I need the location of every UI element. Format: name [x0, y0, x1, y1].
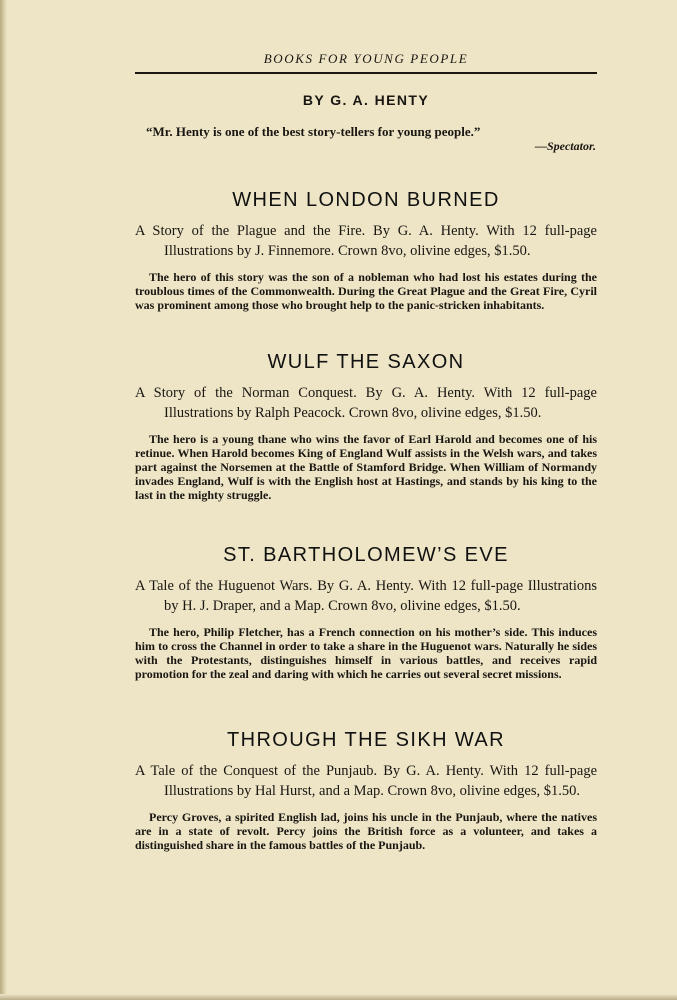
author-heading: BY G. A. HENTY [302, 92, 430, 108]
book-title: THROUGH THE SIKH WAR [226, 729, 505, 751]
book-description: A Story of the Norman Conquest. By G. A. Henty. With 12 full-page Illustrations by Ralph Peacock. Crown 8vo, olivine edges, $1.50. [135, 385, 597, 421]
header-rule [135, 72, 597, 74]
book-description: A Tale of the Conquest of the Punjaub. By G. A. Henty. With 12 full-page Illustrations by Hal Hurst, and a Map. Crown 8vo, olivine edges, $1.50. [135, 763, 597, 799]
book-title: WHEN LONDON BURNED [232, 189, 500, 211]
book-summary: The hero, Philip Fletcher, has a French connection on his mother’s side. This induces him to cross the Channel in order to take a share in the Huguenot wars. Naturally he sides with the Protestants, distinguishes himself in various battles, and receives rapid promotion for the zeal and daring with which he carries out several secret missions. [135, 625, 597, 681]
book-description: A Story of the Plague and the Fire. By G. A. Henty. With 12 full-page Illustrations by J. Finnemore. Crown 8vo, olivine edges, $1.50. [135, 223, 597, 259]
review-quote: “Mr. Henty is one of the best story-tellers for young people.” [146, 124, 481, 139]
quote-source: —Spectator. [534, 139, 596, 153]
running-head: BOOKS FOR YOUNG PEOPLE [263, 51, 469, 66]
book-title: ST. BARTHOLOMEW’S EVE [223, 544, 509, 566]
book-summary: The hero of this story was the son of a nobleman who had lost his estates during the troublous times of the Commonwealth. During the Great Plague and the Great Fire, Cyril was prominent among those who brought help to the panic-stricken inhabitants. [135, 270, 597, 312]
book-entry-when-london-burned [135, 188, 597, 312]
book-summary: The hero is a young thane who wins the favor of Earl Harold and becomes one of his retinue. When Harold becomes King of England Wulf assists in the Welsh wars, and takes part against the Norsemen at the Battle of Stamford Bridge. When William of Normandy invades England, Wulf is with the English host at Hastings, and stands by his king to the last in the mighty struggle. [135, 432, 597, 502]
book-entry-wulf-the-saxon [135, 350, 597, 502]
book-description: A Tale of the Huguenot Wars. By G. A. Henty. With 12 full-page Illustrations by H. J. Draper, and a Map. Crown 8vo, olivine edges, $1.50. [135, 578, 597, 614]
book-entry-st-bartholomews-eve [135, 543, 597, 681]
book-summary: Percy Groves, a spirited English lad, joins his uncle in the Punjaub, where the natives are in a state of revolt. Percy joins the British force as a volunteer, and takes a distinguished share in the famous battles of the Punjaub. [135, 810, 597, 852]
book-entry-through-the-sikh-war [135, 728, 597, 852]
book-title: WULF THE SAXON [267, 351, 465, 373]
